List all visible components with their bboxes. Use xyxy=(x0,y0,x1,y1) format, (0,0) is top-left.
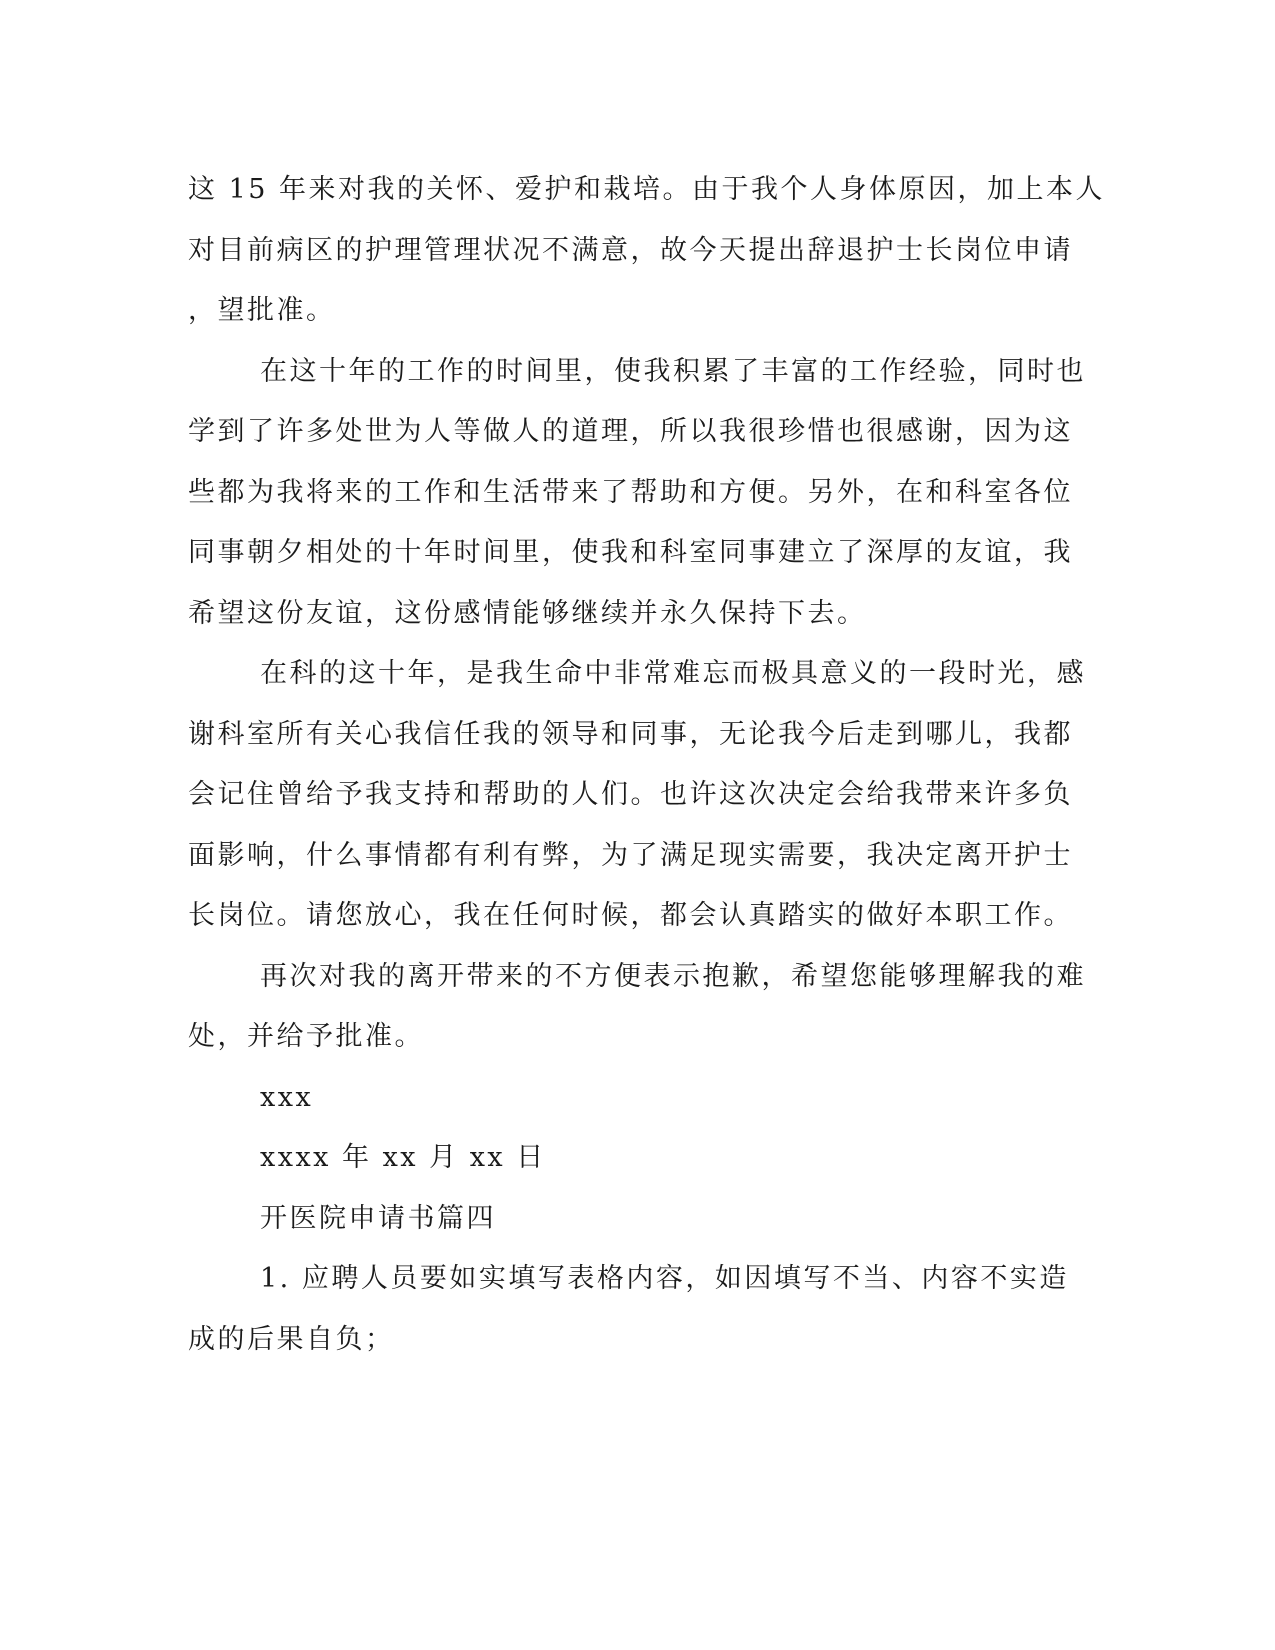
text-line: 开医院申请书篇四 xyxy=(260,1202,496,1234)
text-line: 在这十年的工作的时间里，使我积累了丰富的工作经验，同时也 xyxy=(260,355,1086,387)
text-line: 在科的这十年，是我生命中非常难忘而极具意义的一段时光，感 xyxy=(260,658,1086,689)
text-line: 希望这份友谊，这份感情能够继续并永久保持下去。 xyxy=(188,597,867,629)
list-item xyxy=(188,1249,1068,1370)
text-line: 这 15 年来对我的关怀、爱护和栽培。由于我个人身体原因，加上本人 xyxy=(188,174,1106,205)
text-line: 对目前病区的护理管理状况不满意，故今天提出辞退护士长岗位申请 xyxy=(188,234,1073,266)
text-line: 再次对我的离开带来的不方便表示抱歉，希望您能够理解我的难 xyxy=(260,960,1086,992)
text-line: xxx xyxy=(260,1081,314,1113)
text-line: 处，并给予批准。 xyxy=(188,1021,424,1052)
paragraph-2 xyxy=(188,342,1086,645)
text-line: 面影响，什么事情都有利有弊，为了满足现实需要，我决定离开护士 xyxy=(188,839,1073,871)
text-line: xxxx 年 xx 月 xx 日 xyxy=(260,1142,546,1173)
section-heading xyxy=(188,1189,1068,1250)
paragraph-1 xyxy=(188,160,1106,342)
text-line: 1. 应聘人员要如实填写表格内容，如因填写不当、内容不实造 xyxy=(260,1263,1069,1294)
text-line: 同事朝夕相处的十年时间里，使我和科室同事建立了深厚的友谊，我 xyxy=(188,537,1073,568)
text-line: ，望批准。 xyxy=(188,295,336,326)
paragraph-4 xyxy=(188,947,1086,1068)
signature-name xyxy=(188,1068,1068,1129)
text-line: 谢科室所有关心我信任我的领导和同事，无论我今后走到哪儿，我都 xyxy=(188,718,1073,750)
text-line: 学到了许多处世为人等做人的道理，所以我很珍惜也很感谢，因为这 xyxy=(188,416,1073,447)
text-line: 会记住曾给予我支持和帮助的人们。也许这次决定会给我带来许多负 xyxy=(188,779,1073,810)
text-line: 些都为我将来的工作和生活带来了帮助和方便。另外，在和科室各位 xyxy=(188,476,1073,508)
text-line: 成的后果自负； xyxy=(188,1323,395,1355)
signature-date xyxy=(188,1128,1068,1189)
paragraph-3 xyxy=(188,644,1086,947)
document-body xyxy=(188,160,1106,1370)
text-line: 长岗位。请您放心，我在任何时候，都会认真踏实的做好本职工作。 xyxy=(188,900,1073,931)
